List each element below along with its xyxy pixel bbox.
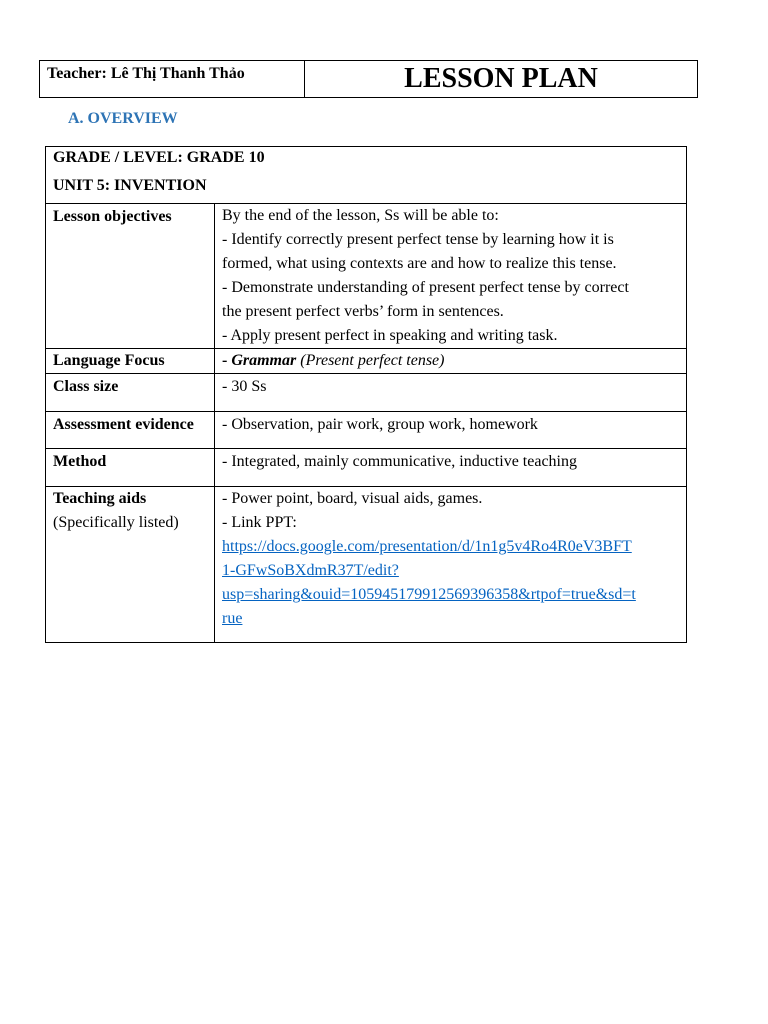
objective-line: - Demonstrate understanding of present perfect tense by correct: [222, 279, 629, 296]
objective-line: the present perfect verbs’ form in sentences.: [222, 303, 504, 320]
class-size-value: - 30 Ss: [215, 374, 687, 412]
assessment-row: [46, 412, 687, 449]
assessment-label: Assessment evidence: [46, 412, 215, 449]
objective-line: - Apply present perfect in speaking and writing task.: [222, 327, 558, 344]
language-focus-value: [215, 349, 687, 374]
language-focus-italic: (Present perfect tense): [296, 352, 445, 369]
section-title: A. OVERVIEW: [68, 110, 178, 127]
objective-line: - Identify correctly present perfect tense by learning how it is: [222, 231, 614, 248]
method-label: Method: [46, 449, 215, 487]
teacher-name: Teacher: Lê Thị Thanh Thảo: [40, 61, 305, 98]
method-value: - Integrated, mainly communicative, inductive teaching: [215, 449, 687, 487]
overview-table: [45, 146, 687, 643]
language-focus-label: Language Focus: [46, 349, 215, 374]
grade-unit-row: [46, 147, 687, 204]
objective-line: formed, what using contexts are and how to realize this tense.: [222, 255, 617, 272]
assessment-value: - Observation, pair work, group work, homework: [215, 412, 687, 449]
objectives-label: Lesson objectives: [46, 204, 215, 349]
ppt-link-line[interactable]: https://docs.google.com/presentation/d/1n1g5v4Ro4R0eV3BFT: [222, 538, 632, 555]
language-focus-bold: Grammar: [231, 352, 297, 369]
unit-title: UNIT 5: INVENTION: [53, 177, 207, 194]
teaching-aids-line: - Power point, board, visual aids, games.: [222, 490, 483, 507]
grade-level: GRADE / LEVEL: GRADE 10: [53, 149, 265, 166]
language-focus-prefix: -: [222, 352, 232, 369]
language-focus-row: [46, 349, 687, 374]
objective-line: By the end of the lesson, Ss will be able to:: [222, 207, 499, 224]
ppt-link-line[interactable]: 1-GFwSoBXdmR37T/edit?: [222, 562, 399, 579]
class-size-row: [46, 374, 687, 412]
ppt-link-line[interactable]: usp=sharing&ouid=105945179912569396358&rtpof=true&sd=t: [222, 586, 636, 603]
teaching-aids-label: Teaching aids: [53, 490, 147, 507]
page-title: LESSON PLAN: [305, 61, 698, 98]
teaching-aids-row: [46, 487, 687, 643]
method-row: [46, 449, 687, 487]
teaching-aids-line: - Link PPT:: [222, 514, 297, 531]
ppt-link-line[interactable]: rue: [222, 610, 243, 627]
ppt-link[interactable]: [222, 535, 679, 631]
class-size-label: Class size: [46, 374, 215, 412]
teaching-aids-sublabel: (Specifically listed): [53, 514, 179, 531]
objectives-row: [46, 204, 687, 349]
header-table: [39, 60, 698, 98]
